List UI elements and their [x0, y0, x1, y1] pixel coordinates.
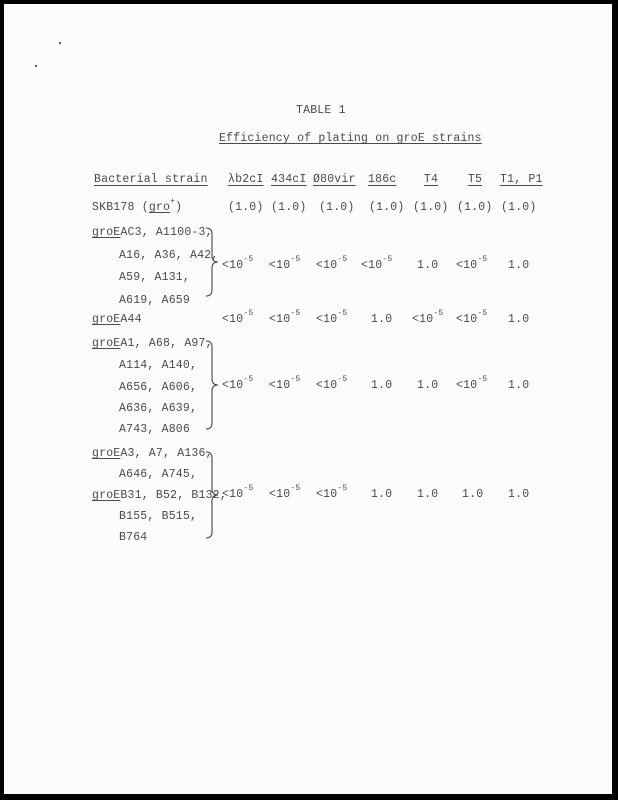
cell-skb-t5: (1.0) — [457, 201, 493, 214]
cell-g2-phi80: $<10^{-5}$ — [316, 309, 348, 326]
cell-skb-phi80: (1.0) — [319, 201, 355, 214]
cell-g1-t4: 1.0 — [417, 259, 439, 272]
group1-brace — [204, 226, 224, 298]
strain-skb178: SKB178 (gro+) — [92, 197, 183, 214]
strain-group1-line4: A619, A659 — [119, 294, 191, 307]
group4-brace — [204, 450, 224, 540]
group3-brace — [204, 339, 224, 431]
header-186c: 186c — [368, 173, 397, 186]
header-lambda: λb2cI — [228, 173, 264, 186]
cell-g3-t1p1: 1.0 — [508, 379, 530, 392]
cell-g3-434: $<10^{-5}$ — [269, 375, 301, 392]
cell-skb-186c: (1.0) — [369, 201, 405, 214]
cell-g1-phi80: $<10^{-5}$ — [316, 255, 348, 272]
strain-group3-line2: A114, A140, — [119, 359, 198, 372]
header-bacterial-strain: Bacterial strain — [94, 173, 208, 186]
strain-group3-line5: A743, A806 — [119, 423, 191, 436]
document-page — [4, 4, 612, 794]
cell-g3-186c: 1.0 — [371, 379, 393, 392]
header-434: 434cI — [271, 173, 307, 186]
strain-group4-line2: A646, A745, — [119, 468, 198, 481]
cell-g3-t5: $<10^{-5}$ — [456, 375, 488, 392]
strain-group3-line3: A656, A606, — [119, 381, 198, 394]
cell-g4-t4: 1.0 — [417, 488, 439, 501]
cell-g2-lambda: $<10^{-5}$ — [222, 309, 254, 326]
cell-g2-t5: $<10^{-5}$ — [456, 309, 488, 326]
header-t1-p1: T1, P1 — [500, 173, 543, 186]
cell-g3-lambda: $<10^{-5}$ — [222, 375, 254, 392]
cell-skb-t1p1: (1.0) — [501, 201, 537, 214]
cell-g3-t4: 1.0 — [417, 379, 439, 392]
cell-g4-434: $<10^{-5}$ — [269, 484, 301, 501]
strain-group1-line3: A59, A131, — [119, 271, 191, 284]
table-subtitle: Efficiency of plating on groE strains — [219, 132, 482, 145]
strain-group1-line2: A16, A36, A42, — [119, 249, 219, 262]
strain-group3-line4: A636, A639, — [119, 402, 198, 415]
strain-group4-line3: groEB31, B52, B132, — [92, 489, 227, 502]
cell-g4-lambda: $<10^{-5}$ — [222, 484, 254, 501]
cell-skb-434: (1.0) — [271, 201, 307, 214]
strain-group1-line1: groEAC3, A1100-3, — [92, 226, 213, 239]
speck — [35, 65, 37, 67]
cell-g4-t5: 1.0 — [462, 488, 484, 501]
strain-group2: groEA44 — [92, 313, 142, 326]
strain-group4-line1: groEA3, A7, A136, — [92, 447, 213, 460]
strain-group4-line5: B764 — [119, 531, 148, 544]
cell-g2-186c: 1.0 — [371, 313, 393, 326]
header-phi80: Ø80vir — [313, 173, 356, 186]
cell-g4-186c: 1.0 — [371, 488, 393, 501]
cell-g2-434: $<10^{-5}$ — [269, 309, 301, 326]
cell-g4-phi80: $<10^{-5}$ — [316, 484, 348, 501]
cell-g2-t1p1: 1.0 — [508, 313, 530, 326]
strain-group4-line4: B155, B515, — [119, 510, 198, 523]
strain-group3-line1: groEA1, A68, A97, — [92, 337, 213, 350]
cell-g1-t1p1: 1.0 — [508, 259, 530, 272]
cell-g1-434: $<10^{-5}$ — [269, 255, 301, 272]
header-t4: T4 — [423, 173, 439, 186]
cell-g4-t1p1: 1.0 — [508, 488, 530, 501]
cell-g1-186c: $<10^{-5}$ — [361, 255, 393, 272]
speck — [59, 42, 61, 44]
header-t5: T5 — [467, 173, 483, 186]
cell-g3-phi80: $<10^{-5}$ — [316, 375, 348, 392]
cell-g1-t5: $<10^{-5}$ — [456, 255, 488, 272]
cell-g2-t4: $<10^{-5}$ — [412, 309, 444, 326]
cell-skb-t4: (1.0) — [413, 201, 449, 214]
cell-g1-lambda: $<10^{-5}$ — [222, 255, 254, 272]
table-title: TABLE 1 — [296, 104, 346, 117]
cell-skb-lambda: (1.0) — [228, 201, 264, 214]
